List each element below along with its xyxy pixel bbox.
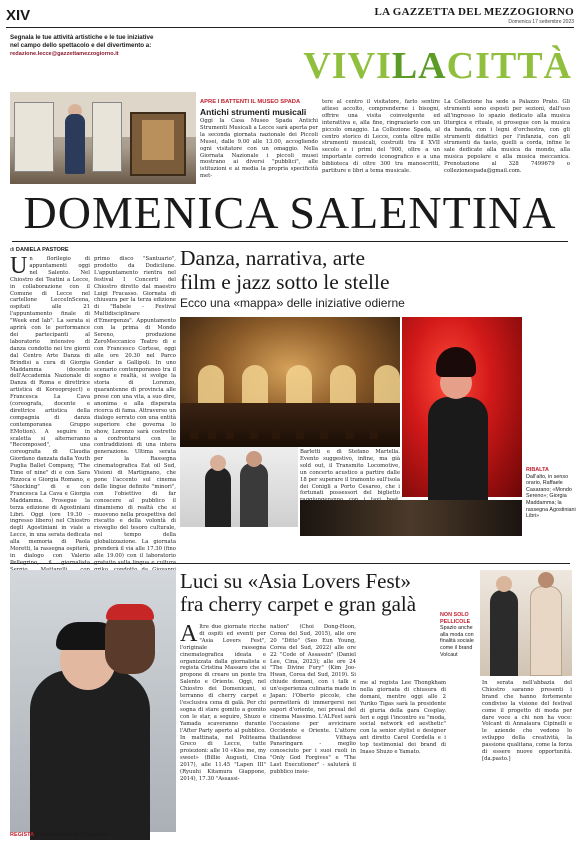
article2-headline-line1: Luci su «Asia Lovers Fest»: [180, 569, 411, 593]
divider: [10, 563, 570, 564]
newspaper-name: LA GAZZETTA DEL MEZZOGIORNO: [374, 6, 574, 18]
article2-headline-line2: fra cherry carpet e gran galà: [180, 592, 417, 616]
director-caption-prefix: REGISTA: [10, 832, 35, 838]
fashion-photo: [480, 570, 572, 676]
article2-col1: [180, 621, 266, 834]
issue-date: Domenica 17 settembre 2023: [508, 19, 574, 25]
article1-col2: primo disco "Santuario", prodotto da Dodicilune. L'appuntamento rientra nel festival I Concerti del Chiostro diretto dal maestro Luigi Fracasso. Giornata di chiusura per la terza edizione di "Babele - Festival Multidisciplinare d'Emergenza". Appuntamento con la prima di Mondo Sereno, produzione ZeroMeccanico Teatro di e con Francesco Cortese, oggi alle ore 20.30 nel Parco Gondar a Gallipoli. In uno scenario contemporaneo tra il sogno e realtà, si svolge la storia di Lorenzo, quarantenne di provincia alle prese con una vita, a suo dire, anonima e alla disperata ricerca di fama. Attraverso un dialogo serrato con una entità superiore che governa lo show, Lorenzo sarà costretto a confrontarsi con le contraddizioni di una intera generazione. Ultima serata per la Rassegna cinematografica Eat oil Sud, Visioni di Martignano, che pone l'accento sul cinema delle lingue definite "minori", con l'obiettivo di far conoscere al pubblico il dinamismo di realtà che si muovono nella prospettiva del riscatto e della volontà di risveglio del tesoro culturale, nel tempo della globalizzazione. La giornata prenderà il via alle 17.30 (fino alle 19.00) con il laboratorio: [94, 256, 176, 559]
section-title-part3: CITTÀ: [446, 45, 572, 87]
saxophonist-photo: [402, 317, 522, 497]
article2-headline: [180, 570, 440, 616]
article1-col1: [10, 253, 90, 559]
article1-col1-text: n florilegio di appuntamenti oggi nel Salento. Nel Chiostro dei Teatini a Lecce, in collaborazione con il Comune di Lecce nel cartellone LecceInScena, ospitati alle 21 l'appuntamento finale di "Week end lab". La serata si aprirà con le performance dei partecipanti al laboratorio intensivo di danza condotto nei tre giorni dal Centro Arte Danza di Brindisi a cura di Giorgia Maddamma (docente dell'Accademia Nazionale di Danza di Roma e direttrice artistica di Koreoproject) e Francesca La Cava (coreografa, docente e direttrice artistica della compagnia di danza contemporanea Gruppo EMotion). A seguire in scaletta si alterneranno "Recomposed", una coreografia di Claudia Giordano danzata dalla Youth Puglia Ballet Company, "The Time of nine" di e con Sara Rizzoca e Giorgia Romano, e "Shocking" di e con Francesca La Cava e Giorgia Maddamma. Prosegue la terza edizione di Agostiniani Libri. Oggi (ore 19.30 - ingresso libero) nel Chiostro degli Agostiniani in viale a Lecce, in una serata dedicata alla memoria di Paola Moretti, la rassegna ospiterà, in dialogo con Valerio: [10, 256, 90, 559]
contact-email-link[interactable]: redazione.lecce@gazzettamezzogiorno.it: [10, 51, 119, 57]
section-title-part2: LA: [391, 45, 447, 87]
byline-author: DANIELA PASTORE: [15, 247, 69, 253]
museum-kicker: APRE I BATTENTI IL MUSEO SPADA: [200, 99, 301, 105]
nonsolo-title: NON SOLO PELLICOLE: [440, 612, 471, 625]
article1-dropcap: U: [10, 253, 28, 279]
article2-col3: me al regista Lee Thongkham nella giornata di chiusura di domani, mentre oggi alle 2 Yuriko Tigas sarà la presidente di giuria della gara Cosplay. Ieri e oggi l'incontro su "moda, social network ed aesthetic" con la senior stylist e designer ant diretto Carol Cordella e i top testimonial dei brand di Inaso Shuzo e Yamato.: [360, 680, 446, 756]
article1-headline: [180, 246, 500, 294]
museum-headline: Antichi strumenti musicali: [200, 107, 307, 117]
director-caption-text: Il thailandese Lee Thongkham: [35, 832, 110, 838]
section-title-part1: VIVI: [303, 45, 392, 87]
contact-note: [10, 34, 160, 58]
article1-col3: Barletti e di Stefano Martella. Evento suggestivo, infine, ma già sold out, il Transmito Locomotive, un concerto acustico a partire dalle 18 per superare il tramonto sull'isola dei Conigli a Porto Cesareo, che i fortunati possessori del biglietto: [300, 449, 400, 497]
museum-photo: [10, 92, 196, 184]
nonsolo-text: Spazio anche alla moda con finalità sociale come il brand Volcaut: [440, 625, 474, 658]
page-number: XIV: [6, 7, 31, 24]
article2-col1-text: ltre due giornate ricche di ospiti ed eventi per "Asia Lovers Fest", l'originale rassegna cinematografica ideata e organizzata dalla giornalista e regista Cristina Massaro che si propone di creare un ponte tra Salento e Oriente. Oggi, nel Chiostro dei Domenicani, si terranno di cherry carpet e l'esclusiva cena di galà. Per chi sogna di stare gomito a gomito con le star, a seguire, Shuzo e Yamada scaveranno durante l'After Party aperto al pubblico. In mattinata, nel Politeama Greco di Lecce, tutte proiezioni: alle 10 «Kiss me, my sweet» (Billie Augusti, Cina 2017), alle 11.45 "Lapen III" (Ryuuhi Kitamura Giappone, 2014), 17.30 "Assassi-: [180, 624, 266, 782]
article1-headline-line2: film e jazz sotto le stelle: [180, 270, 390, 294]
article2-col4: In serata nell'abbazia del Chiostro saranno presenti i brand che hanno fortemente condiviso la visione del festival come il progetto di moda per dare voce a chi non ha voce: Volcant di Annalaura Cipinelli e le aziende che vedono lo sviluppo della creatività, la passione qualitana, come la forza di essere nuove opportunità. [da.pasto.]: [482, 680, 572, 762]
article1-headline-line1: Danza, narrativa, arte: [180, 246, 366, 270]
nonsolo-caption: [440, 612, 480, 658]
concert-photo: [180, 317, 400, 447]
museum-text-col2: tere al centro il visitatore, farlo sentire atteso accolto, comprenderne i bisogni, offrire una visita coinvolgente ed interattiva e, alla fine, ringraziarlo con un piccolo omaggio. La Collezione Spada, al centro storico di Lecce, conta oltre mille strumenti musicali, costruiti tra il XVII secolo e i primi del '900, oltre a un importante corredo iconografico e a una biblioteca di oltre 300 tra manoscritti, partiture e libri a tema musicale.: [322, 99, 440, 175]
director-photo: [10, 570, 176, 832]
ribalta-title: RIBALTA: [526, 467, 549, 473]
article2-col2: nation" (Choi Dong-Hoon, Corea del Sud, 2015), alle ore 20 "Ditto" (Seo Eun Young, Corea del Sud, 2022) alle ore 22 "Code of Assassin" (Daniel Lee, Cina, 2023); alle ore 24 "The Divine Fury" (Kim Joo-Hwan, Corea del Sud, 2019). Si chiude domani, con i talk e un'esperienza culinaria made in Japan: l'Oberto piccole, che permetterà di immergersi nei sapori d'oriente, nei presal del cinema Massimo. L'ALFest sarà l'occasione per avvicinare Occidente e Oriente. L'attore thailandese Vithaya Pansringarn - meglio conosciuto per i suoi ruoli in "Only God Forgives" e "The Last Executioner" - saluterà il pubblico insie-: [270, 624, 356, 776]
page-header: [6, 6, 574, 28]
ribalta-caption: [526, 467, 576, 520]
museum-text-col3: La Collezione ha sede a Palazzo Prato. Gli strumenti sono esposti per sezioni, dall'uso all'ingresso lo spazio dedicato alla musica liturgica e rituale, si prosegue con la musica da banda, con i legni d'orchestra, con gli strumenti didattici per l'infanzia, con gli strumenti da tasto, quelli a corda, infine le sale dedicate alla musica da mondo, alla musica popolare e alla musica meccanica. Prenotazione al 328 7499679 o collezionespada@gmail.com.: [444, 99, 570, 175]
main-title: DOMENICA SALENTINA: [12, 186, 568, 242]
ribalta-text: Dall'alto, in senso orario, Raffaele Casarano; «Mondo Sereno»; Giorgia Maddamma; la rassegna Agostiniani Libri»: [526, 473, 576, 520]
byline-prefix: di: [10, 247, 15, 253]
theatre-photo: [180, 447, 298, 527]
contact-note-text: Segnala le tue attività artistiche e le tue iniziative nel campo dello spettacolo e del divertimento a:: [10, 34, 154, 49]
article2-dropcap: A: [180, 621, 198, 647]
article1-subhead: Ecco una «mappa» delle iniziative odierne: [180, 296, 405, 310]
section-title: [303, 44, 572, 88]
museum-text-col1: Oggi la Casa Museo Spada Antichi Strumenti Musicali a Lecce sarà aperta per la seconda giornata nazionale dei Piccoli Musei, dalle 9.00 alle 13.00, accogliendo ogni visitatore con un omaggio. Nella Giornata Nazionale i piccoli musei mostrano ai diversi "pubblici", alle istituzioni e ai media la propria specificità met-: [200, 118, 318, 180]
director-caption: [10, 832, 109, 838]
dance-photo: [300, 500, 522, 536]
